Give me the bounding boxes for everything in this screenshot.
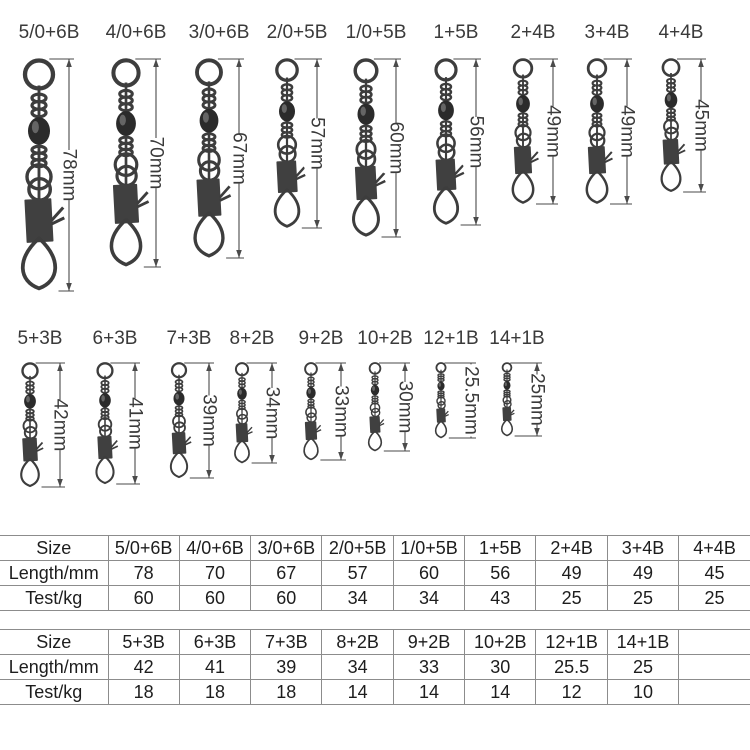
snap-loop bbox=[235, 441, 249, 463]
barrel-bead bbox=[116, 111, 136, 136]
dimension-label: 70mm bbox=[145, 136, 167, 190]
figure-item bbox=[491, 20, 575, 205]
dimension-label: 56mm bbox=[465, 115, 487, 169]
barrel-highlight bbox=[439, 383, 441, 387]
dimension-label: 41mm bbox=[124, 397, 146, 450]
swivel-graphic bbox=[342, 58, 410, 238]
table-cell: 30 bbox=[465, 655, 536, 680]
dim-arrow-up bbox=[393, 59, 399, 67]
dimension-label: 49mm bbox=[542, 105, 564, 158]
swivel-graphic-wrap bbox=[342, 58, 418, 238]
dimension-label-group bbox=[143, 137, 168, 190]
swivel-graphic-wrap bbox=[647, 58, 723, 193]
table-cell: 10+2B bbox=[465, 630, 536, 655]
swivel-graphic bbox=[422, 58, 490, 226]
size-label: 12+1B bbox=[423, 328, 479, 349]
size-label: 3/0+6B bbox=[188, 22, 250, 43]
snap-loop bbox=[434, 188, 457, 224]
swivel-graphic-wrap bbox=[81, 362, 157, 485]
table-cell: 1/0+5B bbox=[393, 536, 464, 561]
dimension-label: 49mm bbox=[616, 105, 638, 158]
snap-plate bbox=[22, 438, 38, 462]
swivel-graphic-wrap bbox=[15, 58, 91, 292]
swivel-graphic bbox=[483, 362, 551, 437]
barrel-highlight bbox=[120, 115, 126, 126]
snap-plate bbox=[588, 146, 606, 174]
table-cell: 4+4B bbox=[679, 536, 750, 561]
row-header: Test/kg bbox=[0, 680, 108, 705]
size-label: 9+2B bbox=[298, 328, 344, 349]
table-cell: 70 bbox=[179, 561, 250, 586]
table-cell: 7+3B bbox=[251, 630, 322, 655]
swivel-graphic bbox=[6, 362, 74, 488]
barrel-bead bbox=[504, 381, 511, 390]
dim-arrow-down bbox=[393, 229, 399, 237]
snap-loop bbox=[587, 172, 607, 203]
dimension-label-group bbox=[540, 105, 565, 158]
table-row bbox=[0, 630, 750, 655]
table-cell: 18 bbox=[108, 680, 179, 705]
dim-arrow-down bbox=[402, 443, 408, 451]
figure-item bbox=[414, 20, 498, 226]
barrel-highlight bbox=[505, 382, 507, 386]
dimension-label: 33mm bbox=[330, 385, 352, 438]
table-cell: 49 bbox=[536, 561, 607, 586]
barrel-bead bbox=[371, 385, 379, 396]
table-row bbox=[0, 655, 750, 680]
swivel-graphic-wrap bbox=[102, 58, 178, 268]
barrel-bead bbox=[665, 92, 678, 108]
barrel-highlight bbox=[441, 103, 446, 112]
swivel-graphic-wrap bbox=[499, 58, 575, 205]
figure-item bbox=[334, 20, 418, 238]
swivel-graphic bbox=[81, 362, 149, 485]
dim-arrow-up bbox=[402, 363, 408, 371]
barrel-highlight bbox=[282, 104, 287, 113]
snap-loop bbox=[304, 438, 318, 459]
table-cell: 43 bbox=[465, 586, 536, 611]
size-label: 3+4B bbox=[584, 22, 630, 43]
barrel-highlight bbox=[239, 390, 242, 395]
barrel-highlight bbox=[175, 394, 179, 400]
swivel-graphic-wrap bbox=[6, 362, 82, 488]
dim-arrow-down bbox=[132, 476, 138, 484]
barrel-bead bbox=[279, 101, 295, 121]
barrel-bead bbox=[200, 109, 219, 133]
barrel-highlight bbox=[26, 396, 30, 403]
swivel-graphic-wrap bbox=[185, 58, 261, 259]
table-cell: 12+1B bbox=[536, 630, 607, 655]
table-cell: 25 bbox=[679, 586, 750, 611]
swivel-graphic-wrap bbox=[483, 362, 559, 437]
swivel-graphic-wrap bbox=[422, 58, 498, 226]
snap-plate bbox=[172, 432, 187, 454]
table-cell: 60 bbox=[179, 586, 250, 611]
table-cell bbox=[679, 630, 750, 655]
barrel-bead bbox=[306, 387, 315, 399]
table-cell: 3/0+6B bbox=[251, 536, 322, 561]
dim-arrow-up bbox=[534, 363, 540, 371]
row-header: Length/mm bbox=[0, 655, 108, 680]
barrel-highlight bbox=[593, 98, 597, 106]
row-header: Size bbox=[0, 630, 108, 655]
table-cell: 1+5B bbox=[465, 536, 536, 561]
table-cell bbox=[679, 655, 750, 680]
size-label: 5+3B bbox=[17, 328, 63, 349]
table-cell: 56 bbox=[465, 561, 536, 586]
snap-loop bbox=[96, 457, 113, 483]
table-cell: 25 bbox=[607, 586, 678, 611]
snap-loop bbox=[23, 239, 55, 289]
barrel-bead bbox=[237, 388, 247, 400]
size-label: 14+1B bbox=[489, 328, 545, 349]
table-cell: 49 bbox=[607, 561, 678, 586]
dim-arrow-down bbox=[66, 283, 72, 291]
figure-item bbox=[565, 20, 649, 205]
dimension-label: 78mm bbox=[58, 148, 80, 202]
barrel-bead bbox=[24, 394, 36, 409]
dimension-label-group bbox=[226, 132, 251, 185]
dim-arrow-up bbox=[550, 59, 556, 67]
barrel-bead bbox=[174, 392, 185, 406]
size-label: 6+3B bbox=[92, 328, 138, 349]
eye-ring bbox=[25, 61, 53, 89]
dimension-label: 34mm bbox=[261, 386, 283, 440]
dim-arrow-down bbox=[314, 220, 320, 228]
snap-loop bbox=[436, 421, 447, 437]
table-cell: 14 bbox=[465, 680, 536, 705]
table-cell: 34 bbox=[322, 586, 393, 611]
size-label: 8+2B bbox=[229, 328, 275, 349]
table-cell: 4/0+6B bbox=[179, 536, 250, 561]
table-cell: 14+1B bbox=[607, 630, 678, 655]
table-cell: 60 bbox=[108, 586, 179, 611]
table-row bbox=[0, 561, 750, 586]
dimension-label: 67mm bbox=[228, 132, 250, 185]
table-cell: 5/0+6B bbox=[108, 536, 179, 561]
barrel-bead bbox=[438, 101, 454, 121]
snap-loop bbox=[513, 172, 533, 203]
barrel-bead bbox=[99, 393, 111, 408]
table-cell: 3+4B bbox=[607, 536, 678, 561]
table-cell: 14 bbox=[322, 680, 393, 705]
barrel-highlight bbox=[308, 389, 311, 394]
barrel-highlight bbox=[519, 98, 523, 106]
dimension-label: 25mm bbox=[526, 373, 548, 426]
snap-plate bbox=[305, 421, 317, 440]
size-label: 2+4B bbox=[510, 22, 556, 43]
table-cell: 2+4B bbox=[536, 536, 607, 561]
figure-item bbox=[94, 20, 178, 268]
dim-arrow-up bbox=[473, 59, 479, 67]
dim-arrow-up bbox=[624, 59, 630, 67]
table-cell: 39 bbox=[251, 655, 322, 680]
eye-ring bbox=[113, 60, 138, 85]
dim-arrow-up bbox=[236, 59, 242, 67]
dimension-label: 42mm bbox=[49, 398, 71, 452]
snap-loop bbox=[275, 190, 299, 226]
table-cell: 25.5 bbox=[536, 655, 607, 680]
dim-arrow-up bbox=[314, 59, 320, 67]
dim-arrow-up bbox=[66, 59, 72, 67]
dimension-label: 39mm bbox=[198, 394, 220, 447]
table-cell: 5+3B bbox=[108, 630, 179, 655]
table-cell bbox=[679, 680, 750, 705]
eye-ring bbox=[277, 60, 297, 80]
table-cell: 60 bbox=[393, 561, 464, 586]
figure-item bbox=[73, 326, 157, 485]
dim-arrow-down bbox=[153, 259, 159, 267]
snap-plate bbox=[24, 198, 53, 243]
table-cell: 34 bbox=[322, 655, 393, 680]
table-cell: 45 bbox=[679, 561, 750, 586]
swivel-graphic bbox=[647, 58, 715, 193]
dimension-label-group bbox=[304, 117, 329, 170]
snap-plate bbox=[196, 178, 221, 216]
dim-arrow-down bbox=[698, 184, 704, 192]
snap-plate bbox=[369, 416, 380, 433]
swivel-graphic-wrap bbox=[263, 58, 339, 229]
table-cell: 57 bbox=[322, 561, 393, 586]
table-cell: 67 bbox=[251, 561, 322, 586]
table-cell: 14 bbox=[393, 680, 464, 705]
dim-arrow-down bbox=[206, 470, 212, 478]
table-cell: 25 bbox=[607, 655, 678, 680]
dimension-label-group bbox=[463, 116, 488, 169]
swivel-graphic bbox=[15, 58, 83, 292]
snap-plate bbox=[355, 166, 377, 200]
table-cell: 12 bbox=[536, 680, 607, 705]
dim-arrow-down bbox=[269, 455, 275, 463]
dim-arrow-down bbox=[534, 428, 540, 436]
dimension-label-group bbox=[524, 373, 549, 426]
row-header: Length/mm bbox=[0, 561, 108, 586]
table-cell: 60 bbox=[251, 586, 322, 611]
dim-arrow-up bbox=[132, 363, 138, 371]
table-cell: 10 bbox=[607, 680, 678, 705]
dim-arrow-down bbox=[57, 479, 63, 487]
table-cell: 2/0+5B bbox=[322, 536, 393, 561]
size-label: 1/0+5B bbox=[345, 22, 407, 43]
dim-arrow-down bbox=[338, 452, 344, 460]
table-cell: 9+2B bbox=[393, 630, 464, 655]
table-cell: 6+3B bbox=[179, 630, 250, 655]
size-label: 1+5B bbox=[433, 22, 479, 43]
barrel-highlight bbox=[372, 386, 375, 391]
swivel-graphic bbox=[102, 58, 170, 268]
snap-loop bbox=[662, 162, 681, 191]
table-cell: 42 bbox=[108, 655, 179, 680]
dimension-label-group bbox=[383, 122, 408, 175]
size-label: 7+3B bbox=[166, 328, 212, 349]
dim-arrow-down bbox=[624, 196, 630, 204]
barrel-highlight bbox=[361, 107, 366, 116]
table-cell: 78 bbox=[108, 561, 179, 586]
swivel-graphic bbox=[263, 58, 331, 229]
spec-table-1 bbox=[0, 535, 750, 611]
snap-loop bbox=[171, 452, 187, 477]
dimension-label-group bbox=[122, 397, 147, 450]
dim-arrow-up bbox=[698, 59, 704, 67]
barrel-bead bbox=[358, 104, 375, 125]
spec-table bbox=[0, 629, 750, 705]
spec-table-2 bbox=[0, 629, 750, 705]
dim-arrow-up bbox=[269, 363, 275, 371]
snap-loop bbox=[21, 459, 39, 486]
barrel-highlight bbox=[203, 112, 209, 122]
dimension-label-group bbox=[56, 149, 81, 202]
snap-loop bbox=[354, 197, 379, 235]
snap-loop bbox=[195, 213, 223, 256]
table-cell: 18 bbox=[179, 680, 250, 705]
table-cell: 34 bbox=[393, 586, 464, 611]
dim-arrow-up bbox=[57, 363, 63, 371]
table-cell: 25 bbox=[536, 586, 607, 611]
table-row bbox=[0, 586, 750, 611]
table-row bbox=[0, 680, 750, 705]
size-label: 2/0+5B bbox=[266, 22, 328, 43]
figure-item bbox=[177, 20, 261, 259]
dimension-label-group bbox=[47, 399, 72, 452]
figure-item bbox=[7, 20, 91, 292]
size-label: 4+4B bbox=[658, 22, 704, 43]
barrel-bead bbox=[590, 95, 604, 112]
size-label: 5/0+6B bbox=[18, 22, 80, 43]
snap-plate bbox=[514, 146, 532, 174]
dim-arrow-up bbox=[153, 59, 159, 67]
table-cell: 18 bbox=[251, 680, 322, 705]
figure-item bbox=[475, 326, 559, 437]
row-header: Size bbox=[0, 536, 108, 561]
dimension-label-group bbox=[614, 105, 639, 158]
eye-ring bbox=[197, 60, 221, 84]
figure-item bbox=[0, 326, 82, 488]
snap-plate bbox=[97, 436, 112, 460]
swivel-graphic bbox=[218, 362, 286, 464]
snap-loop bbox=[369, 432, 382, 451]
swivel-graphic bbox=[573, 58, 641, 205]
table-cell: 8+2B bbox=[322, 630, 393, 655]
table-cell: 41 bbox=[179, 655, 250, 680]
figure-item bbox=[255, 20, 339, 229]
snap-plate bbox=[663, 139, 680, 165]
size-label: 10+2B bbox=[357, 328, 413, 349]
dimension-label-group bbox=[688, 99, 713, 152]
barrel-highlight bbox=[667, 94, 671, 101]
dimension-label: 57mm bbox=[306, 117, 328, 170]
snap-plate bbox=[435, 159, 456, 191]
snap-loop bbox=[111, 220, 140, 265]
eye-ring bbox=[355, 60, 377, 82]
dimension-label: 60mm bbox=[385, 121, 407, 175]
swivel-graphic bbox=[499, 58, 567, 205]
eye-ring bbox=[436, 60, 456, 80]
table-row bbox=[0, 536, 750, 561]
barrel-bead bbox=[437, 382, 444, 391]
dim-arrow-down bbox=[550, 196, 556, 204]
swivel-graphic-wrap bbox=[573, 58, 649, 205]
dimension-label: 45mm bbox=[690, 99, 712, 152]
snap-loop bbox=[502, 420, 512, 436]
snap-plate bbox=[113, 184, 139, 224]
barrel-highlight bbox=[32, 121, 39, 133]
dim-arrow-down bbox=[236, 250, 242, 258]
swivel-graphic bbox=[185, 58, 253, 259]
barrel-bead bbox=[28, 117, 50, 145]
barrel-highlight bbox=[101, 395, 105, 401]
dim-arrow-down bbox=[473, 217, 479, 225]
table-cell: 33 bbox=[393, 655, 464, 680]
snap-plate bbox=[276, 160, 297, 193]
spec-table bbox=[0, 535, 750, 611]
dimension-label: 30mm bbox=[394, 380, 416, 434]
row-header: Test/kg bbox=[0, 586, 108, 611]
snap-plate bbox=[236, 423, 249, 442]
dimension-label: 25.5mm bbox=[460, 366, 482, 435]
barrel-bead bbox=[516, 95, 530, 112]
figure-item bbox=[639, 20, 723, 193]
size-label: 4/0+6B bbox=[105, 22, 167, 43]
